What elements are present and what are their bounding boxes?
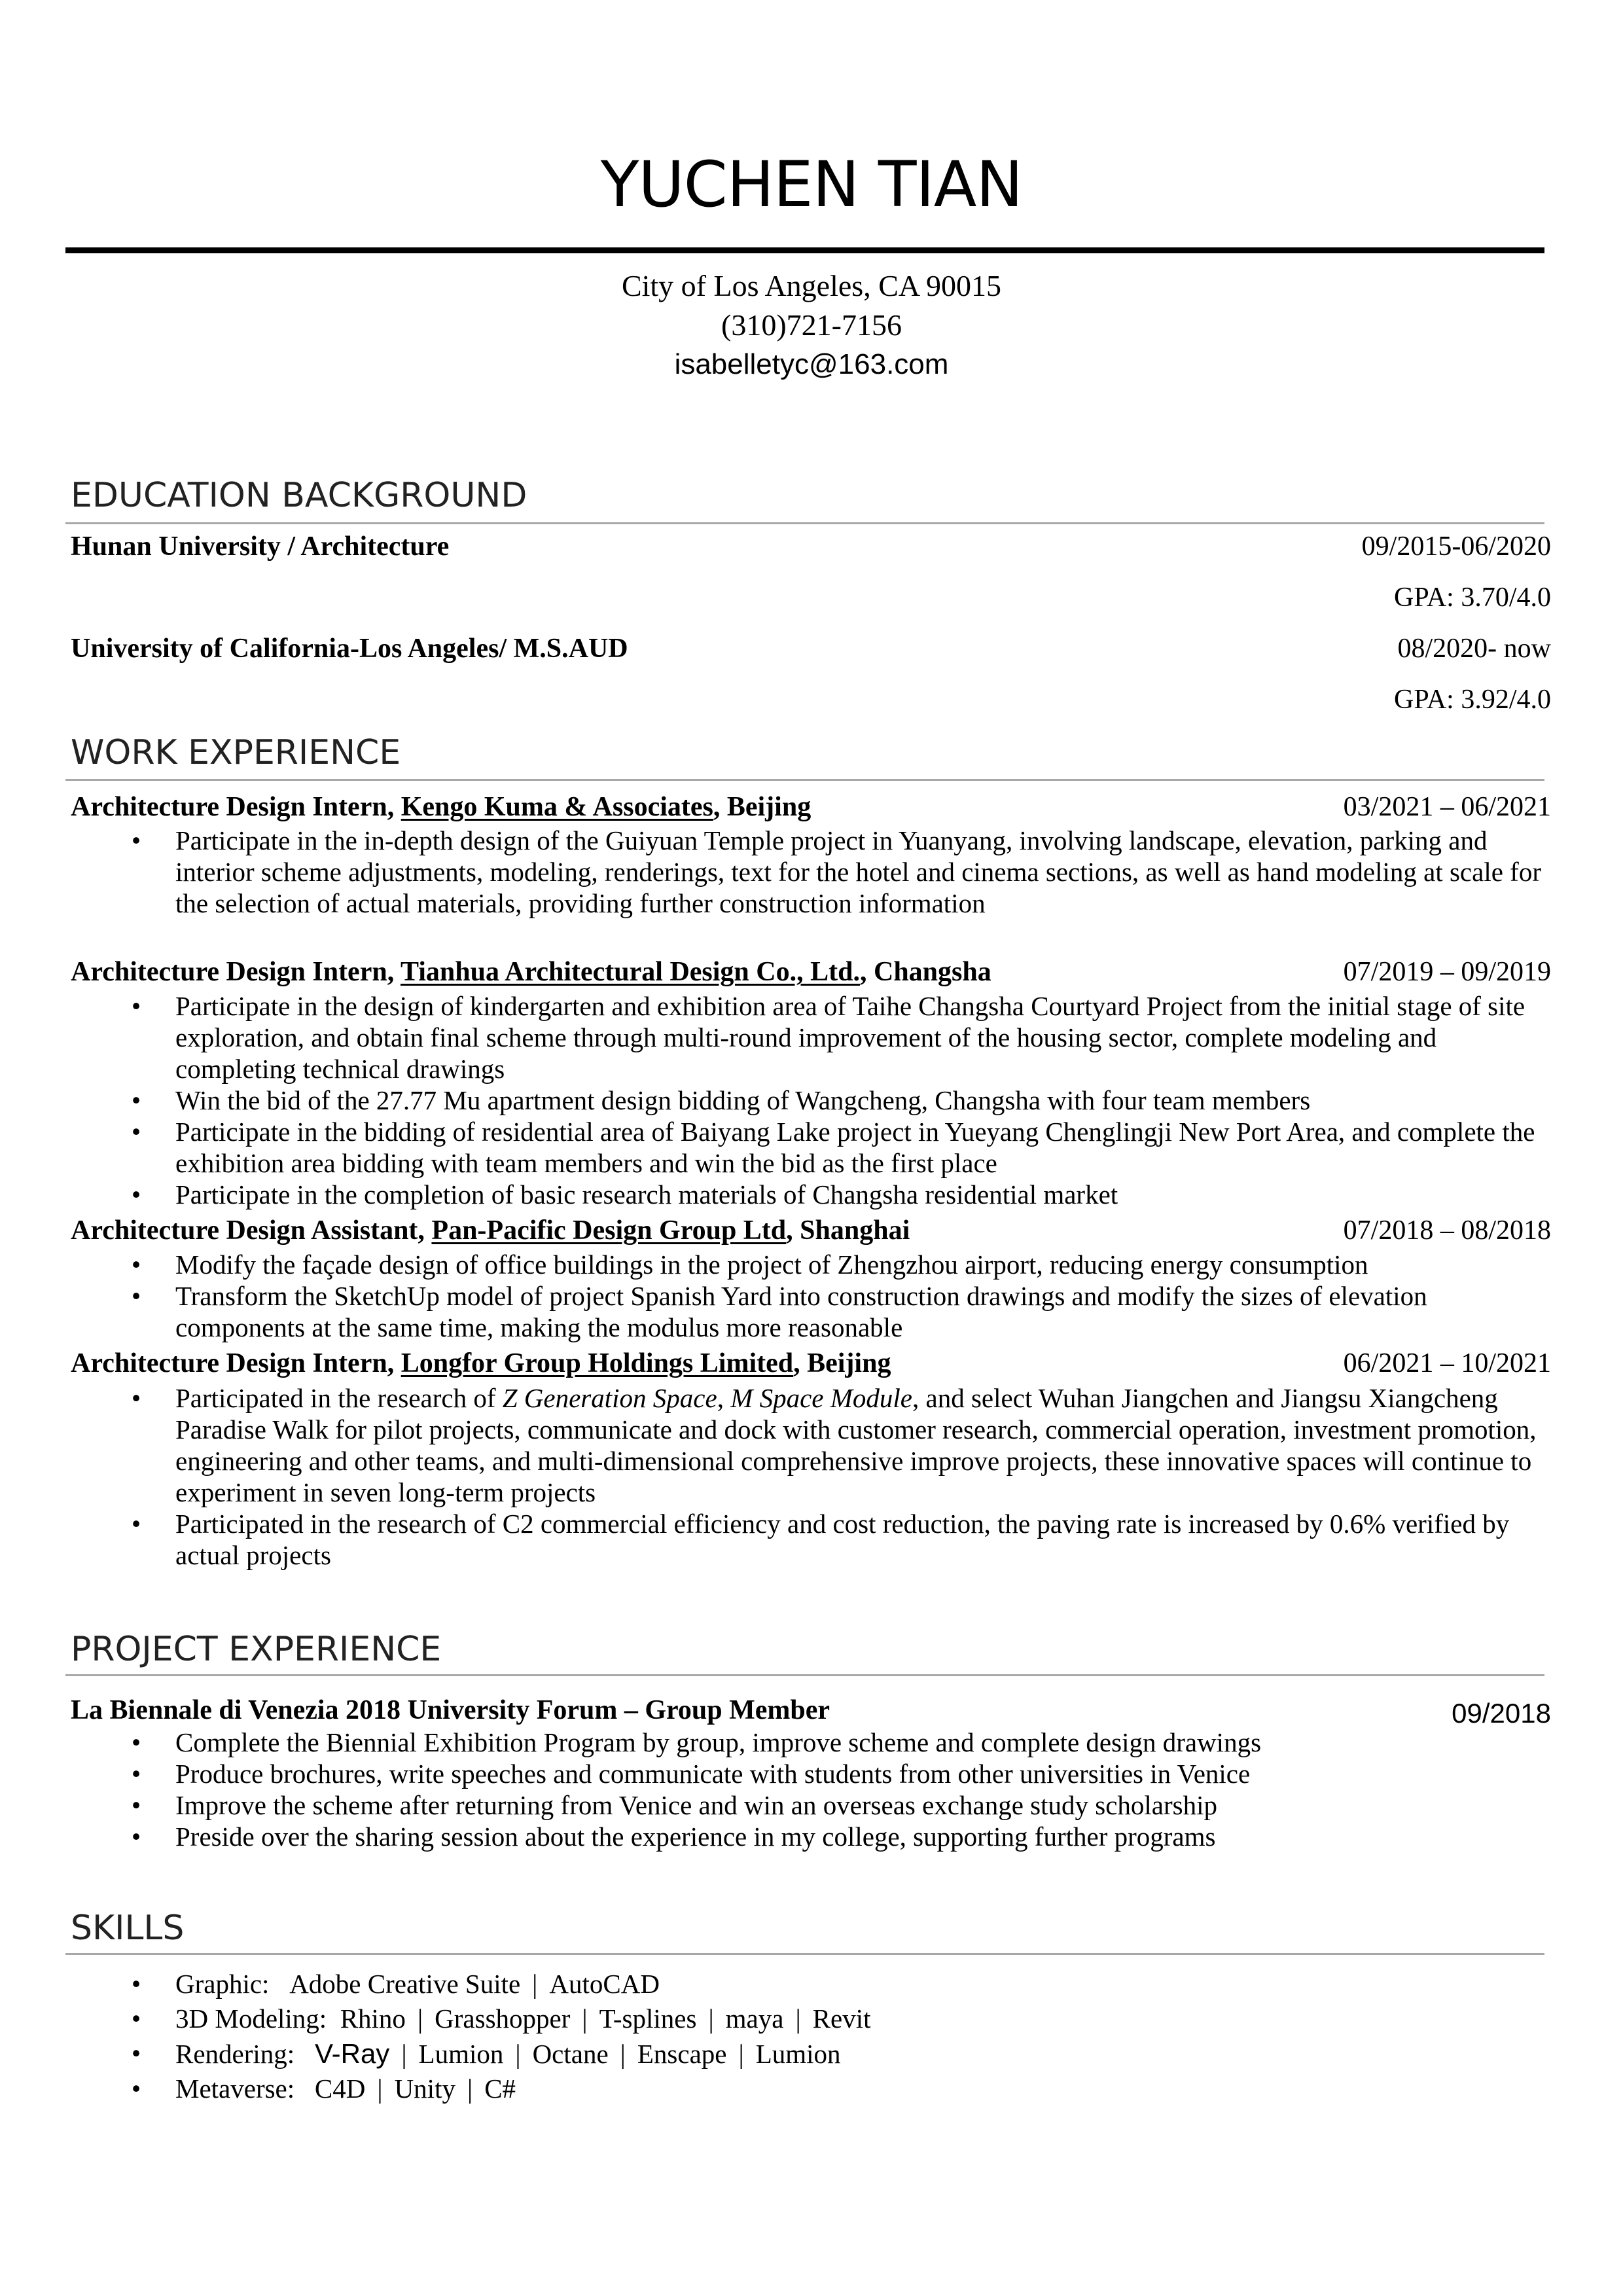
section-rule [65, 1674, 1544, 1676]
list-item: • Participate in the in-depth design of the Guiyuan Temple project in Yuanyang, involving landscape, elevation, parking and interior scheme adjustments, modeling, renderings, text for the hotel and cinema sections, as well as hand modeling at scale for the selection of actual materials, providing further construction information [131, 825, 1541, 918]
phone: (310)721-7156 [721, 308, 902, 342]
job-heading: Architecture Design Intern, Longfor Group Holdings Limited, Beijing [71, 1348, 891, 1378]
section-title-skills: SKILLS [71, 1909, 185, 1948]
job-bullets [123, 990, 1543, 1210]
list-item: • Preside over the sharing session about the experience in my college, supporting further programs [131, 1821, 1216, 1852]
list-item: • Produce brochures, write speeches and communicate with students from other universities in Venice [131, 1759, 1251, 1789]
section-title-project: PROJECT EXPERIENCE [71, 1630, 442, 1669]
project-date: 09/2018 [1452, 1698, 1551, 1729]
list-item: • Participated in the research of C2 commercial efficiency and cost reduction, the paving rate is increased by 0.6% verified by actual projects [131, 1509, 1510, 1570]
list-item: • Participate in the design of kindergarten and exhibition area of Taihe Changsha Courtyard Project from the initial stage of site exploration, and obtain final scheme through multi-round improvement of the housing sector, complete modeling and completing technical drawings [131, 991, 1525, 1084]
job-bullets [123, 825, 1543, 919]
skill-metaverse: • Metaverse: C4D | Unity | C# [131, 2073, 516, 2104]
section-title-education: EDUCATION BACKGROUND [71, 476, 527, 515]
job-heading: Architecture Design Intern, Tianhua Architectural Design Co., Ltd., Changsha [71, 957, 991, 987]
section-rule [65, 779, 1544, 781]
job-heading: Architecture Design Intern, Kengo Kuma & Associates, Beijing [71, 792, 812, 822]
education-date: 09/2015-06/2020 [1361, 531, 1551, 562]
section-title-work: WORK EXPERIENCE [71, 733, 401, 772]
last-name: TIAN [878, 148, 1023, 221]
list-item: • Participate in the bidding of residential area of Baiyang Lake project in Yueyang Chenglingji New Port Area, and complete the exhibition area bidding with team members and win the bid as the first place [131, 1117, 1535, 1178]
list-item: • Complete the Biennial Exhibition Program by group, improve scheme and complete design drawings [131, 1727, 1262, 1757]
section-rule [65, 522, 1544, 524]
email: isabelletyc@163.com [674, 348, 949, 380]
company-name: Longfor Group Holdings Limited [401, 1348, 794, 1378]
section-rule [65, 1953, 1544, 1955]
skill-modeling: • 3D Modeling: Rhino | Grasshopper | T-splines | maya | Revit [131, 2003, 871, 2034]
education-date: 08/2020- now [1397, 634, 1551, 664]
education-gpa: GPA: 3.70/4.0 [1393, 583, 1551, 613]
list-item: • Modify the façade design of office buildings in the project of Zhengzhou airport, reducing energy consumption [131, 1249, 1368, 1280]
company-name: Tianhua Architectural Design Co., Ltd. [400, 957, 860, 987]
header-rule [65, 247, 1544, 253]
first-name: YUCHEN [600, 148, 859, 221]
list-item: • Improve the scheme after returning from Venice and win an overseas exchange study scholarship [131, 1790, 1217, 1820]
list-item: • Participate in the completion of basic research materials of Changsha residential market [131, 1179, 1118, 1210]
job-heading: Architecture Design Assistant, Pan-Pacific Design Group Ltd, Shanghai [71, 1215, 910, 1246]
candidate-name [0, 145, 1623, 224]
company-name: Kengo Kuma & Associates [401, 792, 713, 822]
job-date: 03/2021 – 06/2021 [1343, 792, 1551, 822]
project-bullets [123, 1727, 1543, 1852]
skills-list [123, 1967, 1543, 2106]
project-heading: La Biennale di Venezia 2018 University Forum – Group Member [71, 1695, 830, 1725]
skill-graphic: • Graphic: Adobe Creative Suite | AutoCAD [131, 1969, 660, 1999]
skill-rendering: • Rendering: V-Ray | Lumion | Octane | Enscape | Lumion [131, 2038, 841, 2069]
address: City of Los Angeles, CA 90015 [621, 269, 1002, 302]
education-gpa: GPA: 3.92/4.0 [1393, 685, 1551, 715]
company-name: Pan-Pacific Design Group Ltd [431, 1215, 787, 1246]
job-date: 07/2019 – 09/2019 [1343, 957, 1551, 987]
list-item: • Transform the SketchUp model of project Spanish Yard into construction drawings and modify the sizes of elevation components at the same time, making the modulus more reasonable [131, 1281, 1427, 1342]
education-school: Hunan University / Architecture [71, 531, 450, 562]
job-bullets [123, 1249, 1543, 1343]
education-school: University of California-Los Angeles/ M.S.AUD [71, 634, 628, 664]
list-item: • Win the bid of the 27.77 Mu apartment design bidding of Wangcheng, Changsha with four team members [131, 1085, 1311, 1115]
job-bullets [123, 1382, 1543, 1571]
job-date: 07/2018 – 08/2018 [1343, 1215, 1551, 1246]
job-date: 06/2021 – 10/2021 [1343, 1348, 1551, 1378]
list-item: • Participated in the research of Z Generation Space, M Space Module, and select Wuhan Jiangchen and Jiangsu Xiangcheng Paradise Walk for pilot projects, communicate and dock with customer research, commercial operation, investment promotion, engineering and other teams, and multi-dimensional comprehensive improve projects, these innovative spaces will continue to experiment in seven long-term projects [131, 1383, 1537, 1507]
